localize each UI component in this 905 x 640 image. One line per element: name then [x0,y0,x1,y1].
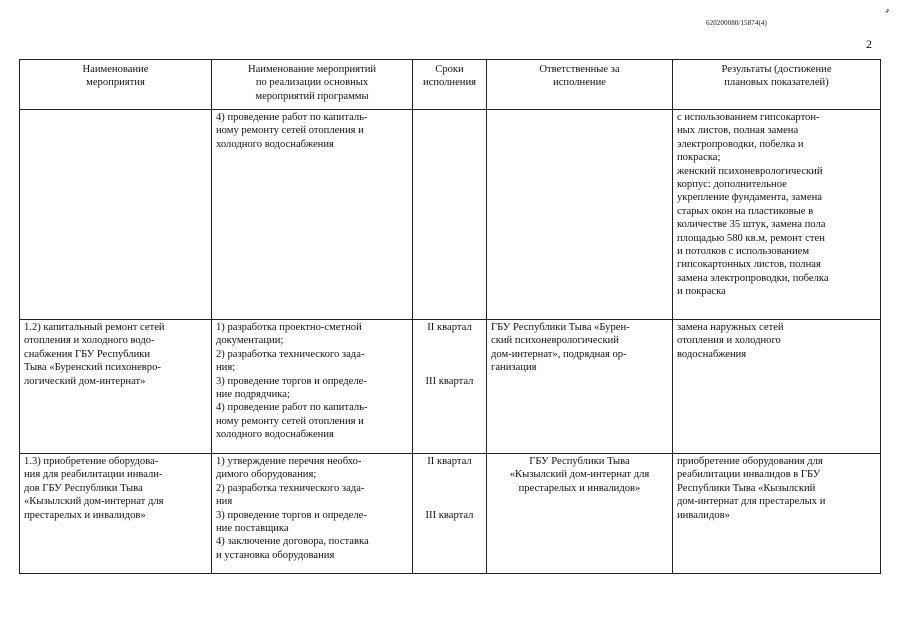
cell-activities: 1) утверждение перечня необхо- димого оборудования; 2) разработка технического зада- ния 3) проведение торгов и определе- ние поставщика 4) заключение договора, поставка и установка оборудования [212,454,413,574]
cell-terms [413,110,487,320]
header-program-activities: Наименование мероприятий по реализации основных мероприятий программы [212,60,413,110]
cell-activity-name [20,110,212,320]
cell-responsible: ГБУ Республики Тыва «Бурен- ский психоневрологический дом-интернат», подрядная ор- ганизация [487,320,673,454]
cell-results: приобретение оборудования для реабилитации инвалидов в ГБУ Республики Тыва «Кызылский дом-интернат для престарелых и инвалидов» [673,454,881,574]
cell-results: с использованием гипсокартон- ных листов, полная замена электропроводки, побелка и покраска; женский психоневрологический корпус: дополнительное укрепление фундамента, замена старых окон на пластиковые в количестве 35 штук, замена пола площадью 580 кв.м, ремонт стен и потолков с использованием гипсокартонных листов, полная замена электропроводки, побелка и покраска [673,110,881,320]
program-activities-table [19,59,881,574]
header-terms: Сроки исполнения [413,60,487,110]
cell-responsible: ГБУ Республики Тыва «Кызылский дом-интернат для престарелых и инвалидов» [487,454,673,574]
header-results: Результаты (достижение плановых показателей) [673,60,881,110]
cell-activity-name: 1.2) капитальный ремонт сетей отопления и холодного водо- снабжения ГБУ Республики Тыва «Буренский психоневро- логический дом-интернат» [20,320,212,454]
cell-terms: II квартал III квартал [413,454,487,574]
table-row [20,454,881,574]
header-activity-name: Наименование мероприятия [20,60,212,110]
cell-results: замена наружных сетей отопления и холодного водоснабжения [673,320,881,454]
page-number: 2 [866,37,872,51]
cell-activities: 4) проведение работ по капиталь- ному ремонту сетей отопления и холодного водоснабжения [212,110,413,320]
cell-activities: 1) разработка проектно-сметной документации; 2) разработка технического зада- ния; 3) проведение торгов и определе- ние подрядчика; 4) проведение работ по капиталь- ному ремонту сетей отопления и холодного водоснабжения [212,320,413,454]
table-header-row [20,60,881,110]
table-row [20,110,881,320]
margin-mark: ” [884,7,897,18]
document-code: 620200080/15874(4) [706,19,767,27]
header-responsible: Ответственные за исполнение [487,60,673,110]
table-row [20,320,881,454]
cell-activity-name: 1.3) приобретение оборудова- ния для реабилитации инвали- дов ГБУ Республики Тыва «Кызылский дом-интернат для престарелых и инвалидов» [20,454,212,574]
cell-responsible [487,110,673,320]
cell-terms: II квартал III квартал [413,320,487,454]
